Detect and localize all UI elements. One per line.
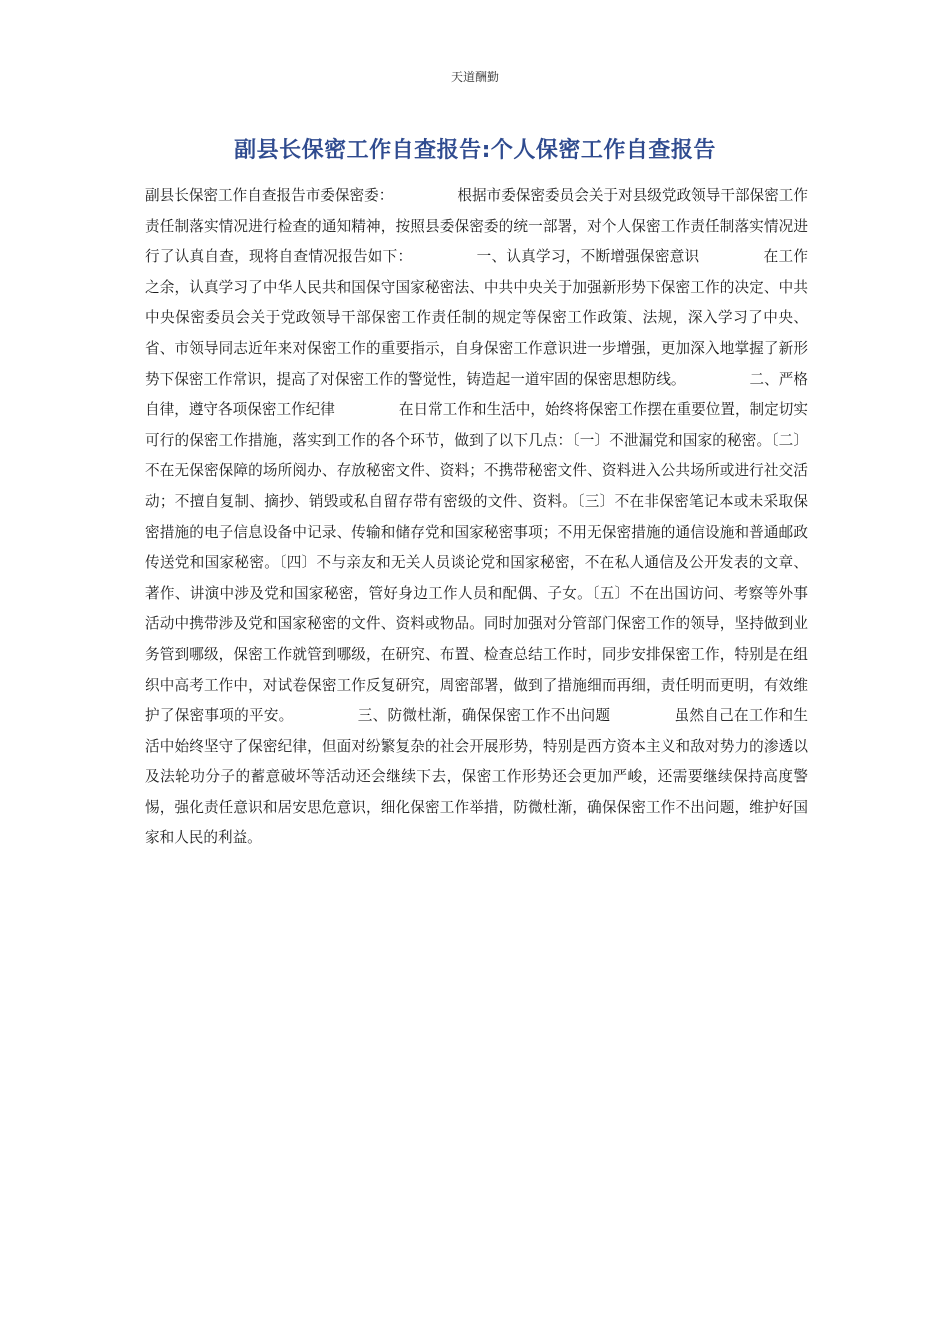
section-heading-1: 一、认真学习，不断增强保密意识 bbox=[476, 248, 700, 266]
section-body-2: 在日常工作和生活中，始终将保密工作摆在重要位置，制定切实可行的保密工作措施，落实到工作的各个环节，做到了以下几点：〔一〕不泄漏党和国家的秘密。〔二〕不在无保密保障的场所阅办、存放秘密文件、资料；不携带秘密文件、资料进入公共场所或进行社交活动；不擅自复制、摘抄、销毁或私自留存带有密级的文件、资料。〔三〕不在非保密笔记本或未采取保密措施的电子信息设备中记录、传输和储存党和国家秘密事项；不用无保密措施的通信设施和普通邮政传送党和国家秘密。〔四〕不与亲友和无关人员谈论党和国家秘密，不在私人通信及公开发表的文章、著作、讲演中涉及党和国家秘密，管好身边工作人员和配偶、子女。〔五〕不在出国访问、考察等外事活动中携带涉及党和国家秘密的文件、资料或物品。同时加强对分管部门保密工作的领导，坚持做到业务管到哪级，保密工作就管到哪级，在研究、布置、检查总结工作时，同步安排保密工作，特别是在组织中高考工作中，对试卷保密工作反复研究，周密部署，做到了措施细而再细，责任明而更明，有效维护了保密事项的平安。 bbox=[145, 401, 808, 725]
running-header: 天道酬勤 bbox=[450, 70, 499, 84]
section-heading-2: 二、严格自律，遵守各项保密工作纪律 bbox=[145, 370, 808, 419]
document-body bbox=[145, 181, 808, 854]
intro-paragraph: 根据市委保密委员会关于对县级党政领导干部保密工作责任制落实情况进行检查的通知精神，按照县委保密委的统一部署，对个人保密工作责任制落实情况进行了认真自查，现将自查情况报告如下： bbox=[145, 187, 808, 266]
document-title: 副县长保密工作自查报告:个人保密工作自查报告 bbox=[234, 138, 716, 163]
section-heading-3: 三、防微杜渐，确保保密工作不出问题 bbox=[357, 707, 611, 725]
section-body-1: 在工作之余，认真学习了中华人民共和国保守国家秘密法、中共中央关于加强新形势下保密工作的决定、中共中央保密委员会关于党政领导干部保密工作责任制的规定等保密工作政策、法规，深入学习了中央、省、市领导同志近年来对保密工作的重要指示，自身保密工作意识进一步增强，更加深入地掌握了新形势下保密工作常识，提高了对保密工作的警觉性，铸造起一道牢固的保密思想防线。 bbox=[145, 248, 808, 388]
section-body-3: 虽然自己在工作和生活中始终坚守了保密纪律，但面对纷繁复杂的社会开展形势，特别是西方资本主义和敌对势力的渗透以及法轮功分子的蓄意破坏等活动还会继续下去，保密工作形势还会更加严峻，还需要继续保持高度警惕，强化责任意识和居安思危意识，细化保密工作举措，防微杜渐，确保保密工作不出问题，维护好国家和人民的利益。 bbox=[145, 707, 808, 847]
salutation: 副县长保密工作自查报告市委保密委： bbox=[145, 187, 394, 204]
